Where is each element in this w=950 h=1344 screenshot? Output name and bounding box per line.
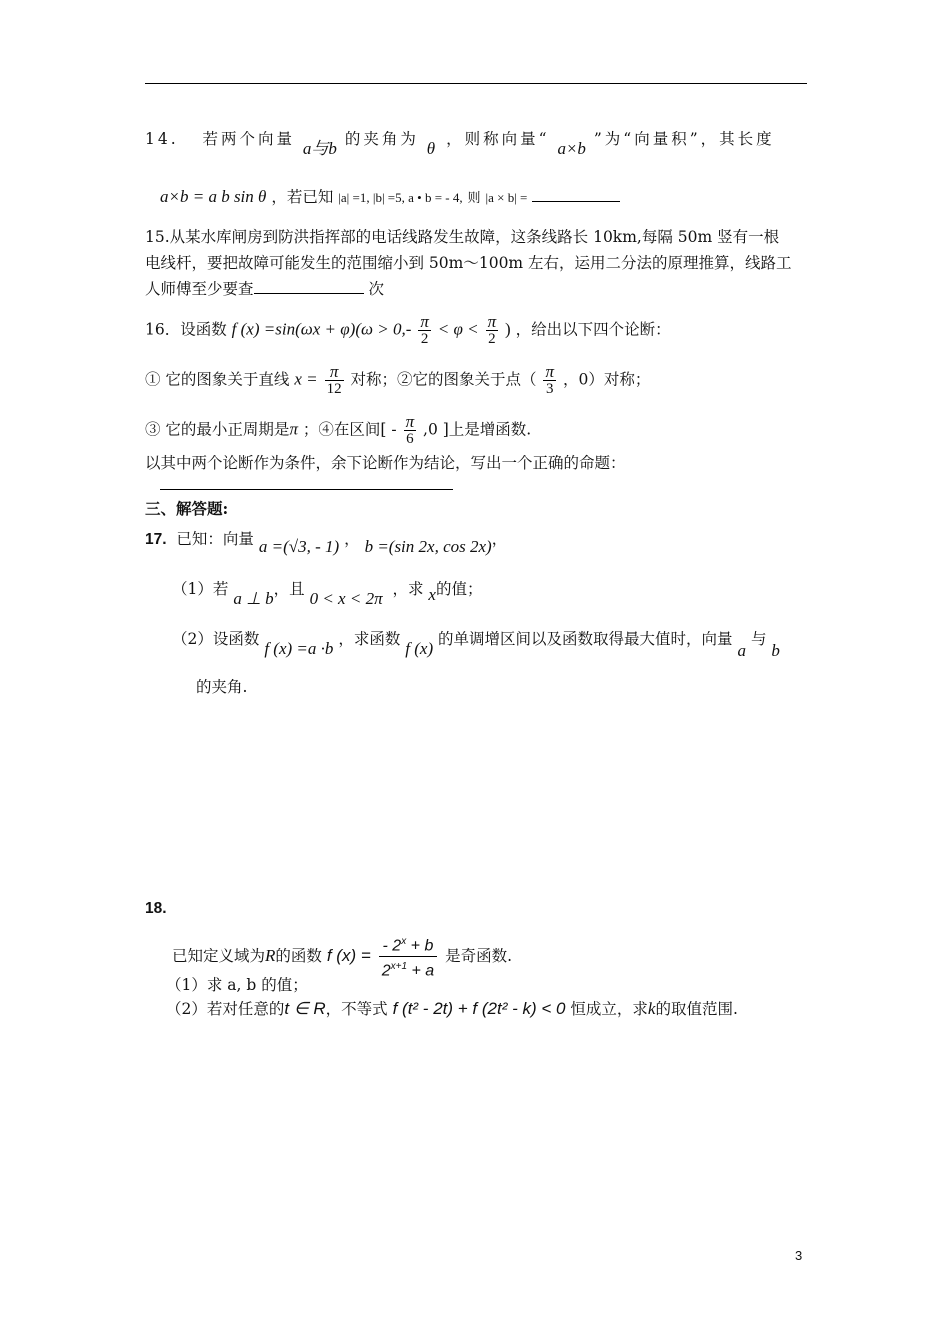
q18-number: 18. bbox=[145, 900, 167, 917]
q16-frac5 bbox=[404, 414, 417, 447]
q18-denom-exp: x+1 bbox=[390, 961, 408, 973]
q16-line1 bbox=[145, 314, 807, 347]
section-title: 三、解答题: bbox=[145, 499, 229, 518]
q16-frac4-den: 3 bbox=[546, 381, 554, 397]
q14-text1: 若两个向量 bbox=[202, 130, 295, 148]
q15-line1: 15.从某水库闸房到防洪指挥部的电话线路发生故障，这条线路长 10km,每隔 50m 竖有一根 bbox=[145, 228, 780, 246]
q16-s1c: ，0）对称； bbox=[562, 370, 651, 389]
q14-text2: 的夹角为 bbox=[344, 130, 419, 148]
q18-p2c: 恒成立，求 bbox=[570, 1000, 648, 1018]
q18-p2b: ，不等式 bbox=[325, 1000, 388, 1018]
q17-part2 bbox=[172, 628, 834, 660]
q18-numer-tail: + b bbox=[410, 937, 434, 955]
q17-p1x: x bbox=[428, 585, 436, 604]
q17-p2c: 的单调增区间以及函数取得最大值时，向量 bbox=[438, 630, 733, 648]
q15-tail: 次 bbox=[368, 280, 384, 298]
q16-s3pi: π bbox=[289, 419, 298, 439]
q16-frac2-den: 2 bbox=[488, 331, 496, 347]
q15-answer-blank[interactable] bbox=[254, 293, 364, 294]
q14-line2 bbox=[160, 186, 822, 210]
q16-s3c: ,0 ]上是增函数. bbox=[423, 420, 532, 439]
q16-answer-blank[interactable] bbox=[160, 489, 453, 490]
header-rule bbox=[145, 83, 807, 84]
q14-math3: a×b bbox=[557, 139, 586, 158]
q18-p2d: 的取值范围. bbox=[655, 1000, 738, 1018]
q18-lead: 已知定义域为 bbox=[172, 946, 266, 965]
q18-tail: 是奇函数. bbox=[445, 946, 513, 965]
q16-s3b: ；④在区间[ - bbox=[302, 420, 397, 439]
q17-p2f: f (x) =a ·b bbox=[264, 639, 334, 658]
q17-p2f2: f (x) bbox=[405, 639, 434, 658]
q17-p2yu: 与 bbox=[750, 630, 767, 648]
q17-p1d: 的值； bbox=[435, 580, 483, 598]
q14-text3: ，则称向量“ bbox=[446, 130, 550, 148]
q16-frac1-den: 2 bbox=[420, 331, 429, 347]
q18-denom-base: 2 bbox=[381, 962, 391, 980]
q16-frac2-num: π bbox=[487, 312, 497, 331]
q14-formula: a×b = a b sin θ bbox=[160, 187, 267, 206]
q16-frac4 bbox=[543, 364, 556, 397]
q17-p1r: 0 < x < 2π bbox=[309, 589, 383, 608]
q16-frac5-den: 6 bbox=[406, 431, 414, 447]
q17-p1c: ，求 bbox=[392, 580, 424, 598]
q15-line3-text: 人师傅至少要查 bbox=[145, 280, 254, 298]
q17-p2va: a bbox=[737, 641, 746, 660]
q14-math2: θ bbox=[426, 139, 439, 158]
q14-text5: ，若已知 bbox=[271, 188, 334, 206]
q17-end: ， bbox=[491, 530, 508, 548]
q16-frac1 bbox=[418, 314, 431, 347]
q17-p2vb: b bbox=[771, 641, 780, 660]
q16-frac3-num: π bbox=[325, 364, 344, 381]
q18-numerator bbox=[379, 932, 437, 957]
q16-close: ) bbox=[505, 319, 511, 339]
q14-answer-blank[interactable] bbox=[532, 201, 620, 202]
q16-frac3 bbox=[325, 364, 344, 397]
q18-numer-exp: x bbox=[401, 936, 407, 947]
q17-vector-a: a =(√3, - 1) bbox=[258, 537, 340, 556]
q18-denom-tail: + a bbox=[411, 962, 435, 980]
q14-text4: ”为“向量积”，其长度 bbox=[593, 130, 775, 148]
q17-p2a: （2）设函数 bbox=[172, 630, 260, 648]
q14-number: 14. bbox=[145, 130, 179, 148]
q16-mid: < φ < bbox=[437, 319, 479, 339]
q16-s3a: ③ 它的最小正周期是 bbox=[145, 420, 290, 439]
q15-line3 bbox=[145, 278, 807, 300]
q18-numer-base: - 2 bbox=[382, 937, 402, 955]
q16-frac2 bbox=[486, 314, 499, 347]
q18-R: R bbox=[265, 945, 276, 965]
q16-s1a: ① 它的图象关于直线 bbox=[145, 370, 290, 389]
q16-line2 bbox=[145, 364, 807, 397]
q16-frac4-num: π bbox=[545, 362, 555, 381]
q14-text6: 则 bbox=[467, 191, 481, 206]
q17-line1 bbox=[145, 528, 807, 556]
q16-s1b: 对称；②它的图象关于点（ bbox=[350, 370, 537, 389]
q17-comma: ， bbox=[344, 530, 360, 548]
q18-fx: f (x) = bbox=[326, 945, 371, 965]
q16-text1: ，给出以下四个论断： bbox=[515, 320, 671, 339]
q17-p2b: ，求函数 bbox=[338, 630, 401, 648]
q18-lead2: 的函数 bbox=[275, 946, 322, 965]
q16-func: f (x) =sin(ωx + φ)(ω > 0,- bbox=[231, 319, 412, 339]
q17-part1 bbox=[172, 578, 834, 608]
q16-lead: 16．设函数 bbox=[145, 320, 227, 339]
q14-line1 bbox=[145, 128, 807, 158]
q17-vector-b: b =(sin 2x, cos 2x) bbox=[364, 537, 492, 556]
q17-p1b: ，且 bbox=[273, 580, 305, 598]
q16-s1x: x = bbox=[294, 369, 318, 389]
q17-lead: 已知：向量 bbox=[176, 530, 254, 548]
page-number: 3 bbox=[795, 1248, 803, 1263]
q14-given: |a| =1, |b| =5, a • b = - 4, bbox=[338, 190, 463, 205]
q17-part2-end: 的夹角. bbox=[196, 678, 248, 696]
q16-frac3-den: 12 bbox=[326, 381, 342, 397]
q16-conclude: 以其中两个论断作为条件，余下论断作为结论，写出一个正确的命题： bbox=[145, 454, 626, 472]
q18-part2 bbox=[166, 998, 828, 1020]
q18-p2ineq: f (t² - 2t) + f (2t² - k) < 0 bbox=[392, 999, 566, 1018]
q18-p2a: （2）若对任意的 bbox=[166, 1000, 285, 1018]
q16-frac1-num: π bbox=[420, 312, 429, 331]
q14-math1: a与b bbox=[302, 139, 337, 158]
q18-part1: （1）求 a, b 的值； bbox=[166, 976, 308, 994]
q18-p2t: t ∈ R bbox=[284, 999, 326, 1018]
q16-frac5-num: π bbox=[405, 412, 415, 431]
q16-line3 bbox=[145, 414, 807, 447]
q17-p1a: （1）若 bbox=[172, 580, 229, 598]
q17-number: 17. bbox=[145, 531, 167, 548]
q15-line2: 电线杆，要把故障可能发生的范围缩小到 50m～100m 左右，运用二分法的原理推算，线路工 bbox=[145, 254, 792, 272]
q18-p2k: k bbox=[647, 999, 656, 1018]
q17-p1m: a ⊥ b bbox=[233, 589, 274, 608]
q14-ask: |a × b| = bbox=[485, 190, 528, 205]
